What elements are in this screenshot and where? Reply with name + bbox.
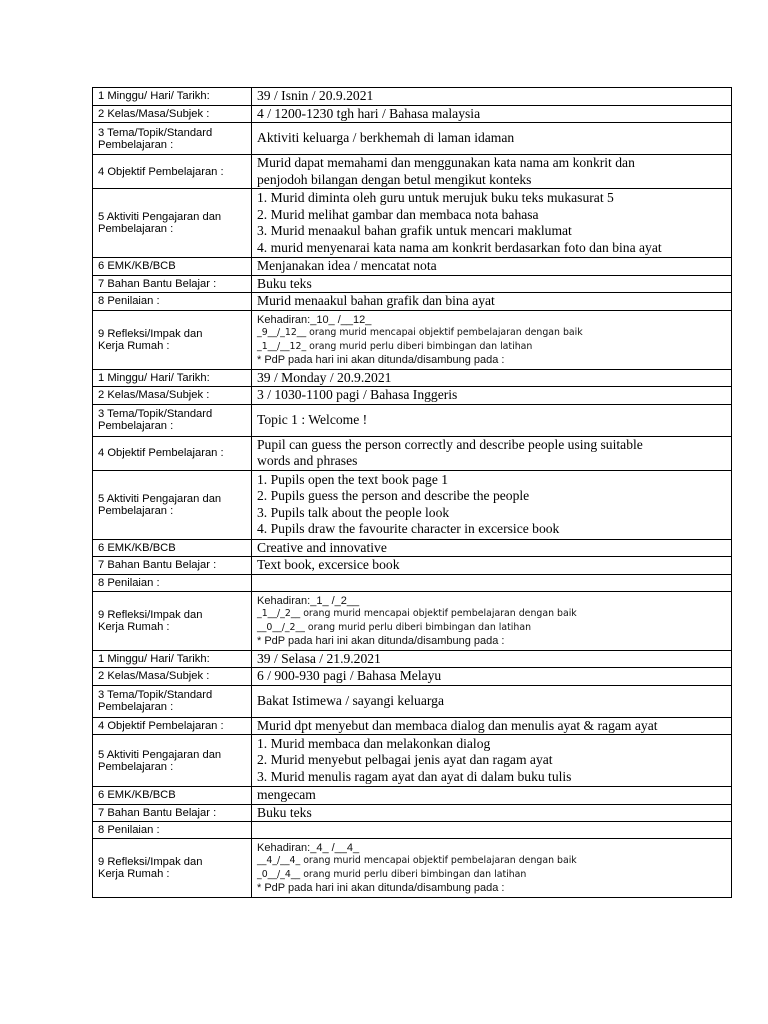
postponed-note-text: * PdP pada hari ini akan ditunda/disambung pada : (257, 882, 505, 894)
lesson-2-week-day-date-row (93, 369, 732, 387)
label-line: 5 Aktiviti Pengajaran dan (98, 748, 222, 761)
lesson-2-teaching-aids-row (93, 557, 732, 575)
lesson-3-reflection-homework-row (93, 839, 732, 898)
lesson-1-emk-kb-bcb-row (93, 258, 732, 276)
attendance-text: Kehadiran:_1_ /_2__ (257, 594, 360, 607)
label-line: Kerja Rumah : (98, 868, 170, 880)
label-line: Pembelajaran : (98, 223, 174, 235)
label-text: 2 Kelas/Masa/Subjek : (98, 107, 210, 120)
reflection-homework-label (93, 591, 252, 650)
value-line: 1. Murid diminta oleh guru untuk merujuk buku teks mukasurat 5 (257, 190, 614, 205)
theme-topic-standard-value (252, 123, 732, 155)
learning-objective-value (252, 717, 732, 735)
value-line: 2. Murid menyebut pelbagai jenis ayat dan ragam ayat (257, 752, 553, 768)
label-line: 3 Tema/Topik/Standard (98, 689, 213, 701)
class-time-subject-value (252, 105, 732, 123)
emk-kb-bcb-value (252, 787, 732, 805)
postponed-note-text: * PdP pada hari ini akan ditunda/disambung pada : (257, 634, 505, 647)
class-time-subject-value (252, 668, 732, 686)
assessment-label (93, 822, 252, 839)
teaching-aids-value (252, 275, 732, 293)
emk-kb-bcb-label (93, 539, 252, 557)
attendance-text: Kehadiran:_4_ /__4_ (257, 842, 360, 854)
label-line: Pembelajaran : (98, 420, 174, 432)
value-text: 39 / Isnin / 20.9.2021 (257, 88, 374, 103)
label-text: 4 Objektif Pembelajaran : (98, 447, 224, 459)
label-text: 1 Minggu/ Hari/ Tarikh: (98, 371, 210, 384)
achieved-objective-text: _1__/_2__ orang murid mencapai objektif pembelajaran dengan baik (257, 607, 577, 619)
value-line: 3. Murid menaakul bahan grafik untuk mencari maklumat (257, 223, 572, 238)
learning-objective-value (252, 436, 732, 470)
teaching-aids-label (93, 275, 252, 293)
label-line: Pembelajaran : (98, 760, 174, 773)
assessment-value (252, 293, 732, 311)
label-text: 8 Penilaian : (98, 295, 160, 308)
label-text: 2 Kelas/Masa/Subjek : (98, 389, 210, 402)
label-text: 7 Bahan Bantu Belajar : (98, 559, 217, 572)
week-day-date-label (93, 369, 252, 387)
postponed-note-text: * PdP pada hari ini akan ditunda/disambung pada : (257, 353, 505, 366)
value-line: 2. Murid melihat gambar dan membaca nota bahasa (257, 206, 539, 222)
value-line: 1. Pupils open the text book page 1 (257, 471, 449, 487)
label-text: 7 Bahan Bantu Belajar : (98, 277, 217, 290)
lesson-3-teaching-activities-row (93, 735, 732, 787)
value-text: 39 / Monday / 20.9.2021 (257, 369, 392, 385)
lesson-2-emk-kb-bcb-row (93, 539, 732, 557)
lesson-1-teaching-activities-row (93, 189, 732, 258)
label-text: 6 EMK/KB/BCB (98, 789, 176, 802)
value-line: 3. Murid menulis ragam ayat dan ayat di dalam buku tulis (257, 768, 572, 784)
reflection-homework-label (93, 839, 252, 898)
lesson-3-teaching-aids-row (93, 804, 732, 822)
theme-topic-standard-label (93, 123, 252, 155)
lesson-2-learning-objective-row (93, 436, 732, 470)
theme-topic-standard-value (252, 404, 732, 436)
reflection-homework-value (252, 839, 732, 898)
emk-kb-bcb-label (93, 787, 252, 805)
teaching-activities-label (93, 189, 252, 258)
label-text: 6 EMK/KB/BCB (98, 541, 176, 554)
label-line: Pembelajaran : (98, 701, 174, 713)
assessment-value (252, 574, 732, 591)
value-text: 4 / 1200-1230 tgh hari / Bahasa malaysia (257, 105, 481, 121)
label-text: 4 Objektif Pembelajaran : (98, 165, 224, 178)
label-line: 5 Aktiviti Pengajaran dan (98, 211, 222, 223)
emk-kb-bcb-value (252, 539, 732, 557)
label-line: 3 Tema/Topik/Standard (98, 408, 213, 420)
label-line: 9 Refleksi/Impak dan (98, 856, 203, 868)
teaching-aids-value (252, 557, 732, 575)
value-text: Topic 1 : Welcome ! (257, 411, 368, 427)
lesson-2-class-time-subject-row (93, 387, 732, 405)
lesson-1-class-time-subject-row (93, 105, 732, 123)
label-text: 2 Kelas/Masa/Subjek : (98, 670, 210, 683)
theme-topic-standard-value (252, 685, 732, 717)
lesson-1-assessment-row (93, 293, 732, 311)
label-line: 9 Refleksi/Impak dan (98, 327, 203, 340)
value-text: Bakat Istimewa / sayangi keluarga (257, 692, 444, 708)
value-text: Aktiviti keluarga / berkhemah di laman idaman (257, 130, 515, 146)
assessment-value (252, 822, 732, 839)
emk-kb-bcb-value (252, 258, 732, 276)
teaching-aids-label (93, 804, 252, 822)
teaching-activities-value (252, 189, 732, 258)
learning-objective-label (93, 717, 252, 735)
value-text: 39 / Selasa / 21.9.2021 (257, 650, 381, 666)
week-day-date-value (252, 650, 732, 668)
week-day-date-value (252, 369, 732, 387)
value-text: Buku teks (257, 804, 312, 820)
reflection-homework-label (93, 310, 252, 369)
value-line: 3. Pupils talk about the people look (257, 504, 450, 520)
value-line: 4. murid menyenarai kata nama am konkrit berdasarkan foto dan bina ayat (257, 239, 662, 255)
value-text: Menjanakan idea / mencatat nota (257, 258, 437, 273)
value-line: Murid dapat memahami dan menggunakan kata nama am konkrit dan (257, 155, 635, 170)
reflection-homework-value (252, 310, 732, 369)
label-text: 7 Bahan Bantu Belajar : (98, 806, 217, 819)
label-line: 5 Aktiviti Pengajaran dan (98, 492, 222, 505)
value-text: mengecam (257, 787, 316, 802)
lesson-1-learning-objective-row (93, 155, 732, 189)
label-line: Kerja Rumah : (98, 339, 170, 352)
week-day-date-label (93, 650, 252, 668)
lesson-3-theme-topic-standard-row (93, 685, 732, 717)
class-time-subject-label (93, 668, 252, 686)
value-text: Murid menaakul bahan grafik dan bina ayat (257, 293, 495, 308)
value-text: 6 / 900-930 pagi / Bahasa Melayu (257, 668, 442, 683)
value-line: penjodoh bilangan dengan betul mengikut konteks (257, 171, 532, 187)
emk-kb-bcb-label (93, 258, 252, 276)
lesson-2-teaching-activities-row (93, 470, 732, 539)
value-line: Murid dpt menyebut dan membaca dialog dan menulis ayat & ragam ayat (257, 717, 658, 733)
value-line: Pupil can guess the person correctly and describe people using suitable (257, 436, 643, 452)
lesson-2-assessment-row (93, 574, 732, 591)
label-text: 6 EMK/KB/BCB (98, 260, 176, 273)
lesson-3-week-day-date-row (93, 650, 732, 668)
class-time-subject-label (93, 387, 252, 405)
label-line: Pembelajaran : (98, 504, 174, 517)
label-text: 4 Objektif Pembelajaran : (98, 719, 224, 732)
value-text: Creative and innovative (257, 539, 387, 555)
achieved-objective-text: __4_/__4_ orang murid mencapai objektif pembelajaran dengan baik (257, 855, 577, 866)
lesson-3-assessment-row (93, 822, 732, 839)
lesson-3-learning-objective-row (93, 717, 732, 735)
lesson-2-theme-topic-standard-row (93, 404, 732, 436)
label-line: Pembelajaran : (98, 138, 174, 151)
reflection-homework-value (252, 591, 732, 650)
learning-objective-label (93, 436, 252, 470)
lesson-1-theme-topic-standard-row (93, 123, 732, 155)
label-text: 1 Minggu/ Hari/ Tarikh: (98, 90, 210, 103)
needs-guidance-text: _1__/__12_ orang murid perlu diberi bimbingan dan latihan (257, 340, 533, 352)
label-text: 8 Penilaian : (98, 824, 160, 836)
value-text: 3 / 1030-1100 pagi / Bahasa Inggeris (257, 387, 458, 402)
value-line: words and phrases (257, 453, 358, 468)
lesson-1-reflection-homework-row (93, 310, 732, 369)
teaching-activities-value (252, 470, 732, 539)
teaching-activities-label (93, 470, 252, 539)
attendance-text: Kehadiran:_10_ /__12_ (257, 313, 372, 326)
assessment-label (93, 293, 252, 311)
lesson-1-teaching-aids-row (93, 275, 732, 293)
needs-guidance-text: __0__/_2__ orang murid perlu diberi bimbingan dan latihan (257, 621, 532, 633)
lesson-3-emk-kb-bcb-row (93, 787, 732, 805)
theme-topic-standard-label (93, 685, 252, 717)
label-text: 8 Penilaian : (98, 576, 160, 589)
learning-objective-label (93, 155, 252, 189)
label-text: 1 Minggu/ Hari/ Tarikh: (98, 652, 210, 665)
teaching-activities-label (93, 735, 252, 787)
class-time-subject-value (252, 387, 732, 405)
label-line: Kerja Rumah : (98, 620, 170, 633)
lesson-2-reflection-homework-row (93, 591, 732, 650)
value-line: 2. Pupils guess the person and describe the people (257, 488, 530, 503)
teaching-aids-value (252, 804, 732, 822)
week-day-date-label (93, 88, 252, 106)
week-day-date-value (252, 88, 732, 106)
teaching-activities-value (252, 735, 732, 787)
value-line: 4. Pupils draw the favourite character in excersice book (257, 521, 560, 536)
assessment-label (93, 574, 252, 591)
label-line: 9 Refleksi/Impak dan (98, 608, 203, 621)
value-line: 1. Murid membaca dan melakonkan dialog (257, 735, 491, 751)
lesson-1-week-day-date-row (93, 88, 732, 106)
value-text: Text book, excersice book (257, 557, 400, 572)
theme-topic-standard-label (93, 404, 252, 436)
value-text: Buku teks (257, 275, 312, 291)
achieved-objective-text: _9__/_12__ orang murid mencapai objektif pembelajaran dengan baik (257, 326, 583, 338)
learning-objective-value (252, 155, 732, 189)
class-time-subject-label (93, 105, 252, 123)
needs-guidance-text: _0__/_4__ orang murid perlu diberi bimbingan dan latihan (257, 869, 527, 880)
teaching-aids-label (93, 557, 252, 575)
label-line: 3 Tema/Topik/Standard (98, 126, 213, 139)
lesson-3-class-time-subject-row (93, 668, 732, 686)
lesson-plan-table (92, 87, 732, 898)
